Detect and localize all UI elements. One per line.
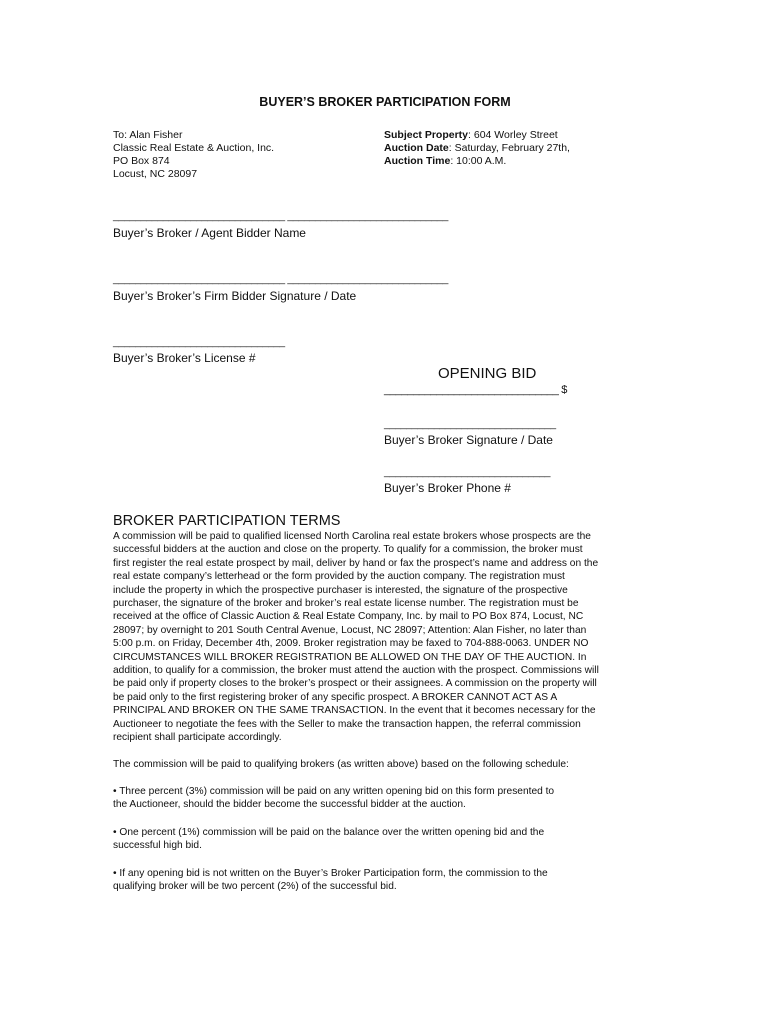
paragraph-line: • If any opening bid is not written on the Buyer’s Broker Participation form, the commission to the (113, 868, 548, 879)
firm-signature-label: Buyer’s Broker’s Firm Bidder Signature / Date (113, 289, 357, 303)
auction-time-label: Auction Time (384, 155, 451, 167)
address-line: To: Alan Fisher (113, 129, 183, 141)
paragraph-line: A commission will be paid to qualified licensed North Carolina real estate brokers whose prospects are the (113, 531, 591, 542)
paragraph-line: qualifying broker will be two percent (2%) of the successful bid. (113, 881, 397, 893)
terms-heading: BROKER PARTICIPATION TERMS (113, 513, 341, 529)
commission-bullet-3 (113, 867, 658, 894)
commission-bullet-2 (113, 826, 658, 853)
schedule-intro (113, 758, 658, 771)
paragraph-line: CIRCUMSTANCES WILL BROKER REGISTRATION BE ALLOWED ON THE DAY OF THE AUCTION. In (113, 651, 587, 663)
address-line: Classic Real Estate & Auction, Inc. (113, 142, 275, 154)
form-title: BUYER’S BROKER PARTICIPATION FORM (259, 95, 511, 109)
auction-date-label: Auction Date (384, 142, 449, 154)
opening-bid-heading: OPENING BID (438, 365, 537, 382)
paragraph-line: successful high bid. (113, 840, 202, 852)
license-line[interactable]: _______________________________ (113, 336, 285, 348)
paragraph-line: first register the real estate prospect by mail, deliver by hand or fax the prospect’s name and address on the (113, 557, 599, 569)
address-line: PO Box 874 (113, 155, 170, 167)
paragraph-line: • One percent (1%) commission will be paid on the balance over the written opening bid and the (113, 827, 545, 838)
paragraph-line: • Three percent (3%) commission will be paid on any written opening bid on this form presented to (113, 786, 555, 797)
paragraph-line: successful bidders at the auction and close on the property. To qualify for a commission, the broker must (113, 544, 583, 556)
auction-details (384, 129, 570, 168)
subject-property-value: : 604 Worley Street (468, 129, 558, 141)
paragraph-line: real estate company’s letterhead or the form provided by the auction company. The registration must (113, 571, 565, 583)
paragraph-line: recipient shall participate accordingly. (113, 732, 282, 744)
paragraph-line: The commission will be paid to qualifying brokers (as written above) based on the following schedule: (113, 759, 569, 770)
broker-signature-line[interactable]: _______________________________ (384, 418, 556, 430)
commission-bullet-1 (113, 785, 658, 812)
paragraph-line: be paid only to the first registering broker of any specific prospect. A BROKER CANNOT ACT AS A (113, 691, 558, 703)
auction-time-value: : 10:00 A.M. (450, 155, 507, 167)
agent-name-line[interactable]: _______________________________ _____________________________ (113, 210, 448, 222)
opening-bid-line[interactable]: ______________________________ $ (384, 384, 568, 396)
auction-date-value: : Saturday, February 27th, (448, 142, 570, 154)
recipient-address (113, 129, 274, 181)
broker-phone-label: Buyer’s Broker Phone # (384, 481, 511, 495)
agent-name-label: Buyer’s Broker / Agent Bidder Name (113, 226, 306, 240)
license-label: Buyer’s Broker’s License # (113, 351, 256, 365)
terms-paragraph (113, 530, 658, 745)
paragraph-line: be paid only if property closes to the broker’s prospect or their assignees. A commission on the property will (113, 678, 597, 690)
paragraph-line: Auctioneer to negotiate the fees with the Seller to make the transaction happen, the referral commission (113, 718, 581, 730)
paragraph-line: 5:00 p.m. on Friday, December 4th, 2009. Broker registration may be faxed to 704-888-0063. UNDER NO (113, 638, 589, 650)
paragraph-line: the Auctioneer, should the bidder become the successful bidder at the auction. (113, 799, 466, 811)
subject-property-label: Subject Property (384, 129, 469, 141)
paragraph-line: purchaser, the signature of the broker and broker’s real estate license number. The registration must be (113, 598, 579, 610)
paragraph-line: PRINCIPAL AND BROKER ON THE SAME TRANSACTION. In the event that it becomes necessary for the (113, 705, 596, 717)
paragraph-line: 28097; by overnight to 201 South Central Avenue, Locust, NC 28097; Attention: Alan Fisher, no later than (113, 624, 587, 636)
address-line: Locust, NC 28097 (113, 168, 198, 180)
paragraph-line: include the property in which the prospective purchaser is interested, the signature of the prospective (113, 584, 568, 596)
broker-phone-line[interactable]: ______________________________ (384, 466, 551, 478)
broker-signature-label: Buyer’s Broker Signature / Date (384, 433, 553, 447)
paragraph-line: received at the office of Classic Auction & Real Estate Company, Inc. by mail to PO Box 874, Locust, NC (113, 611, 584, 623)
firm-signature-line[interactable]: _______________________________ _____________________________ (113, 273, 448, 285)
paragraph-line: addition, to qualify for a commission, the broker must attend the auction with the prospect. Commissions will (113, 665, 599, 677)
